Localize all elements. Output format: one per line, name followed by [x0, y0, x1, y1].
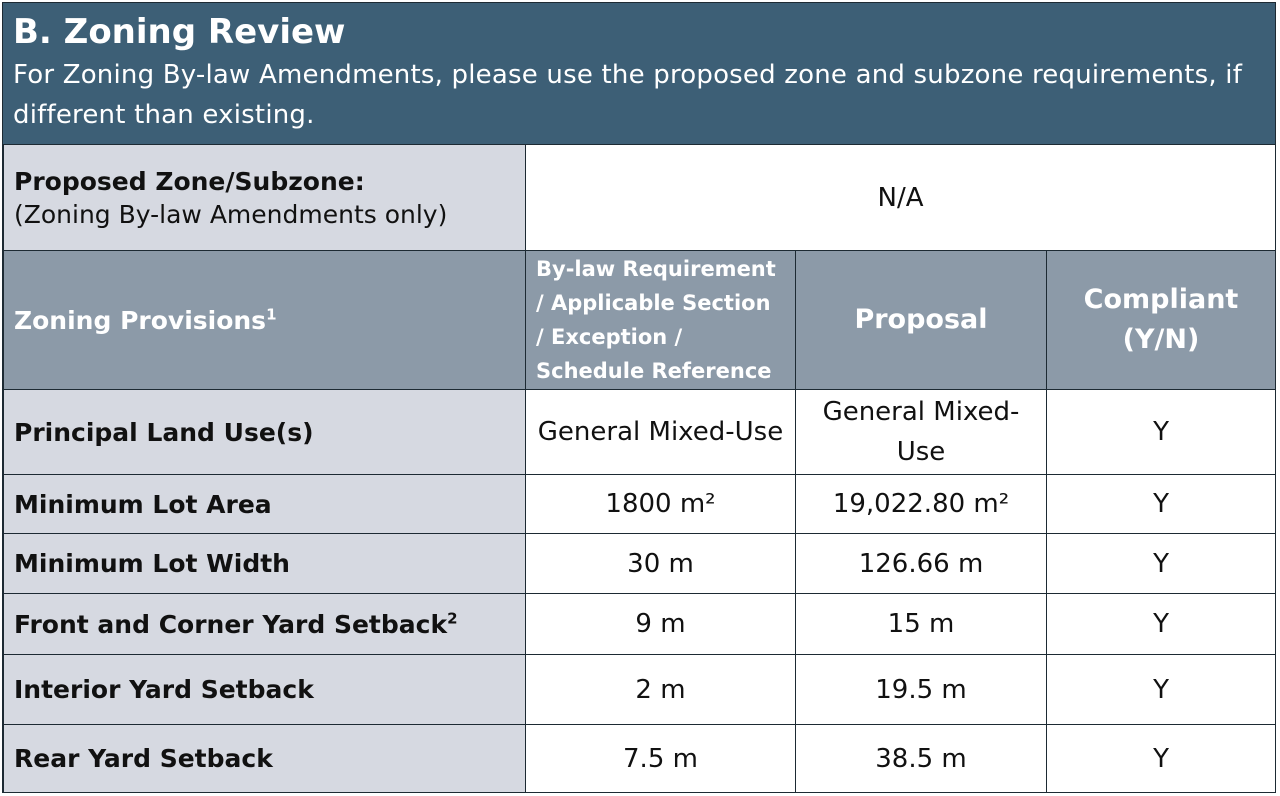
- requirement-cell[interactable]: 9 m: [526, 594, 796, 655]
- requirement-cell[interactable]: 2 m: [526, 655, 796, 725]
- requirement-cell[interactable]: 30 m: [526, 534, 796, 594]
- proposal-cell[interactable]: 15 m: [796, 594, 1047, 655]
- col-header-compliant: Compliant (Y/N): [1047, 251, 1276, 390]
- proposed-zone-sublabel: (Zoning By-law Amendments only): [14, 199, 448, 229]
- col-header-provisions-label: Zoning Provisions: [14, 305, 267, 335]
- table-row: [4, 534, 1276, 594]
- requirement-cell[interactable]: 7.5 m: [526, 725, 796, 793]
- proposed-zone-row: [4, 145, 1276, 251]
- requirement-cell[interactable]: 1800 m²: [526, 475, 796, 534]
- provision-cell: [4, 534, 526, 594]
- proposal-cell[interactable]: 126.66 m: [796, 534, 1047, 594]
- table-row: [4, 390, 1276, 475]
- footnote-marker: 1: [266, 305, 277, 324]
- proposal-cell[interactable]: 38.5 m: [796, 725, 1047, 793]
- proposal-cell[interactable]: General Mixed-Use: [796, 390, 1047, 475]
- footnote-marker: 2: [447, 609, 458, 628]
- requirement-cell[interactable]: General Mixed-Use: [526, 390, 796, 475]
- compliant-cell[interactable]: Y: [1047, 390, 1276, 475]
- provision-label: Minimum Lot Area: [14, 489, 272, 519]
- compliant-cell[interactable]: Y: [1047, 534, 1276, 594]
- provision-cell: [4, 725, 526, 793]
- table-row: [4, 475, 1276, 534]
- compliant-cell[interactable]: Y: [1047, 655, 1276, 725]
- proposal-cell[interactable]: 19,022.80 m²: [796, 475, 1047, 534]
- compliant-cell[interactable]: Y: [1047, 725, 1276, 793]
- provision-cell: [4, 655, 526, 725]
- section-title: B. Zoning Review: [13, 12, 346, 52]
- provision-label: Principal Land Use(s): [14, 417, 314, 447]
- table-row: [4, 725, 1276, 793]
- provision-cell: [4, 475, 526, 534]
- table-row: [4, 655, 1276, 725]
- proposal-cell[interactable]: 19.5 m: [796, 655, 1047, 725]
- proposed-zone-value[interactable]: N/A: [526, 145, 1276, 251]
- zoning-review-form: [2, 2, 1276, 793]
- compliant-cell[interactable]: Y: [1047, 475, 1276, 534]
- section-header: [3, 3, 1275, 144]
- provision-label: Interior Yard Setback: [14, 675, 314, 704]
- provision-label: Front and Corner Yard Setback: [14, 609, 448, 639]
- col-header-requirement: By-law Requirement / Applicable Section / Exception / Schedule Reference: [526, 251, 796, 390]
- section-instructions: For Zoning By-law Amendments, please use the proposed zone and subzone requirements, if different than existing.: [13, 60, 1243, 130]
- column-header-row: [4, 251, 1276, 390]
- proposed-zone-label: Proposed Zone/Subzone:: [14, 166, 365, 196]
- provision-cell: [4, 390, 526, 475]
- col-header-provisions: [4, 251, 526, 390]
- provision-label: Minimum Lot Width: [14, 549, 290, 578]
- col-header-proposal: Proposal: [796, 251, 1047, 390]
- provision-label: Rear Yard Setback: [14, 744, 273, 773]
- table-row: [4, 594, 1276, 655]
- compliant-cell[interactable]: Y: [1047, 594, 1276, 655]
- proposed-zone-label-cell: [4, 145, 526, 251]
- zoning-table: [3, 144, 1276, 793]
- provision-cell: [4, 594, 526, 655]
